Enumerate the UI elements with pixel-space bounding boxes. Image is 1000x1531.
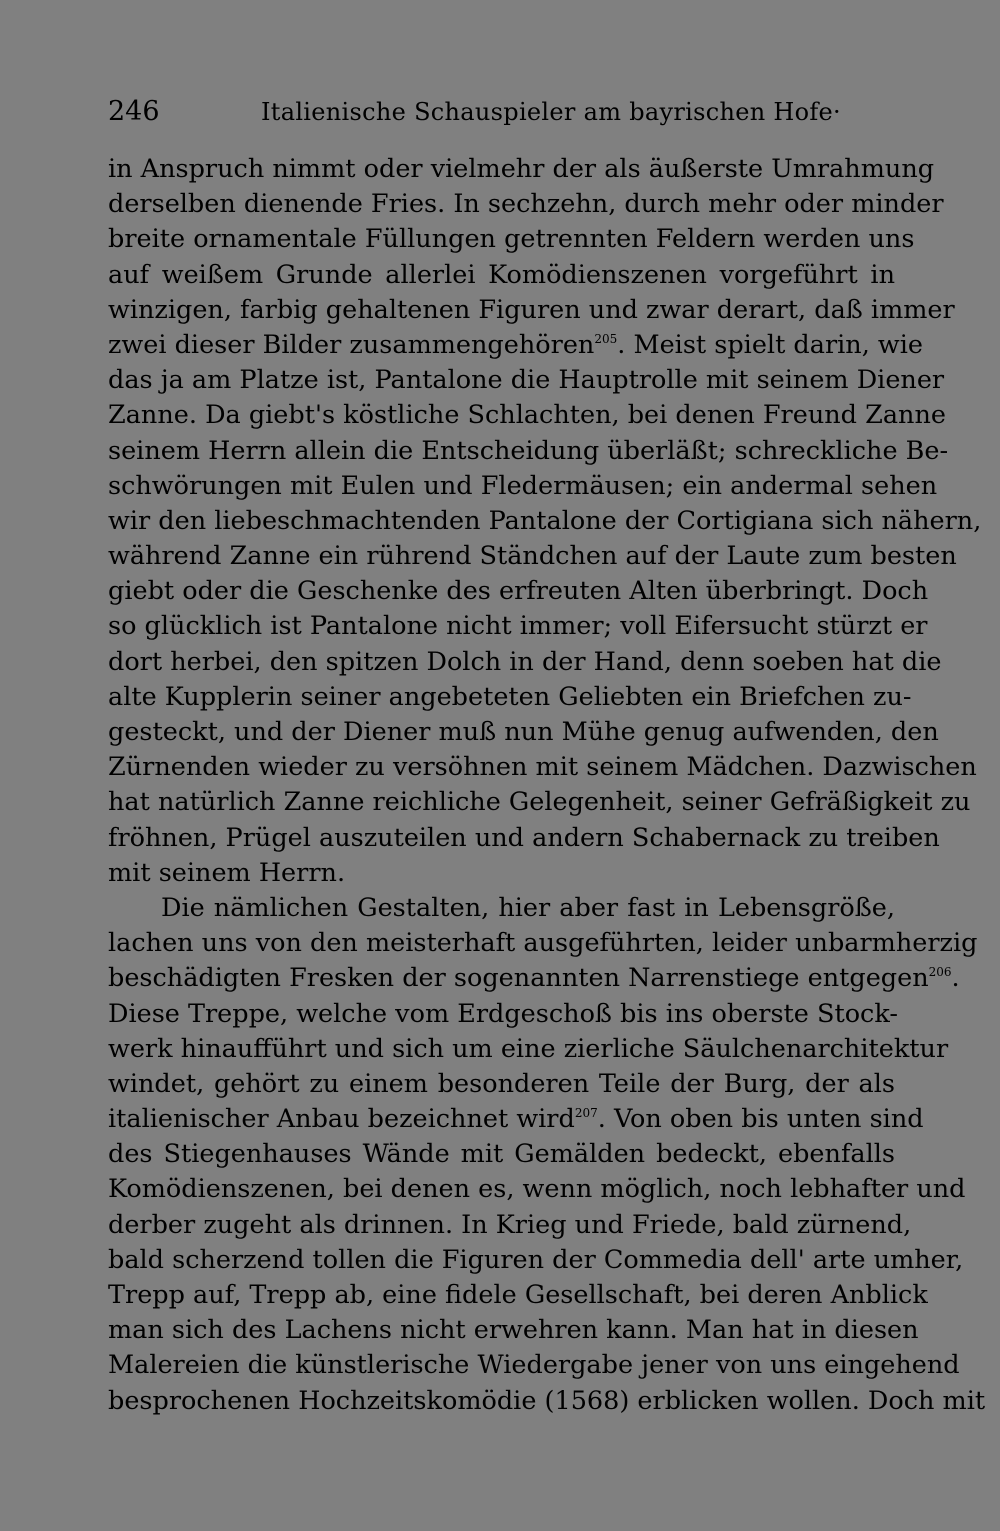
text-line: hat natürlich Zanne reichliche Gelegenheit, seiner Gefräßigkeit zu xyxy=(108,787,971,818)
text-line: dort herbei, den spitzen Dolch in der Hand, denn soeben hat die xyxy=(108,646,942,677)
text-line: des Stiegenhauses Wände mit Gemälden bedeckt, ebenfalls xyxy=(108,1139,895,1170)
text-line: gesteckt, und der Diener muß nun Mühe genug aufwenden, den xyxy=(108,717,939,747)
text-line: Komödienszenen, bei denen es, wenn möglich, noch lebhafter und xyxy=(108,1174,966,1205)
text-line: Malereien die künstlerische Wiedergabe jener von uns eingehend xyxy=(108,1350,960,1381)
body-text xyxy=(108,152,986,1419)
footnote-ref: 206 xyxy=(928,965,952,980)
text-line: alte Kupplerin seiner angebeteten Geliebten ein Briefchen zu- xyxy=(108,681,912,712)
text-line: werk hinaufführt und sich um eine zierliche Säulchenarchitektur xyxy=(108,1033,949,1064)
text-line: fröhnen, Prügel auszuteilen und andern Schabernack zu treiben xyxy=(108,822,940,853)
text-line: derselben dienende Fries. In sechzehn, durch mehr oder minder xyxy=(108,189,944,220)
text-line: in Anspruch nimmt oder vielmehr der als äußerste Umrahmung xyxy=(108,154,935,184)
text-line: Trepp auf, Trepp ab, eine fidele Gesellschaft, bei deren Anblick xyxy=(108,1280,928,1310)
text-line: schwörungen mit Eulen und Fledermäusen; ein andermal sehen xyxy=(108,470,938,501)
text-segment: beschädigten Fresken der sogenannten Narrenstiege entgegen xyxy=(108,963,929,994)
text-segment: italienischer Anbau bezeichnet wird xyxy=(108,1104,575,1135)
text-line: seinem Herrn allein die Entscheidung überläßt; schreckliche Be- xyxy=(108,435,949,466)
text-line: bald scherzend tollen die Figuren der Commedia dell' arte umher, xyxy=(108,1244,964,1275)
text-line: so glücklich ist Pantalone nicht immer; voll Eifersucht stürzt er xyxy=(108,611,928,642)
text-line: giebt oder die Geschenke des erfreuten Alten überbringt. Doch xyxy=(108,576,929,607)
text-line: breite ornamentale Füllungen getrennten Feldern werden uns xyxy=(108,224,915,255)
text-line: winzigen, farbig gehaltenen Figuren und zwar derart, daß immer xyxy=(108,294,955,325)
text-line: wir den liebeschmachtenden Pantalone der Cortigiana sich nähern, xyxy=(108,505,982,536)
text-segment: zwei dieser Bilder zusammengehören xyxy=(108,329,595,360)
text-line: besprochenen Hochzeitskomödie (1568) erblicken wollen. Doch mit xyxy=(108,1385,986,1416)
text-line: Zürnenden wieder zu versöhnen mit seinem Mädchen. Dazwischen xyxy=(108,752,977,783)
text-line xyxy=(108,1102,924,1137)
page-number: 246 xyxy=(108,96,160,127)
paragraph-end-line: mit seinem Herrn. xyxy=(108,857,346,888)
text-segment: . Meist spielt darin, wie xyxy=(617,329,924,360)
text-segment: . xyxy=(951,963,960,994)
text-line: auf weißem Grunde allerlei Komödienszenen vorgeführt in xyxy=(108,259,895,290)
text-line: das ja am Platze ist, Pantalone die Hauptrolle mit seinem Diener xyxy=(108,365,945,396)
footnote-ref: 205 xyxy=(594,331,618,346)
footnote-ref: 207 xyxy=(574,1106,598,1121)
text-line: Zanne. Da giebt's köstliche Schlachten, bei denen Freund Zanne xyxy=(108,400,946,431)
text-line xyxy=(108,961,960,996)
running-head: Italienische Schauspieler am bayrischen Hofe· xyxy=(261,98,841,126)
text-line xyxy=(108,328,924,363)
paragraph-first-line: Die nämlichen Gestalten, hier aber fast in Lebensgröße, xyxy=(161,892,895,923)
text-line: lachen uns von den meisterhaft ausgeführten, leider unbarmherzig xyxy=(108,928,978,959)
text-line: derber zugeht als drinnen. In Krieg und Friede, bald zürnend, xyxy=(108,1209,912,1240)
text-line: windet, gehört zu einem besonderen Teile der Burg, der als xyxy=(108,1068,895,1099)
text-segment: . Von oben bis unten sind xyxy=(597,1104,924,1135)
text-line: man sich des Lachens nicht erwehren kann. Man hat in diesen xyxy=(108,1315,919,1346)
page-header xyxy=(108,92,898,132)
text-line: während Zanne ein rührend Ständchen auf der Laute zum besten xyxy=(108,541,957,572)
text-line: Diese Treppe, welche vom Erdgeschoß bis ins oberste Stock- xyxy=(108,998,898,1029)
